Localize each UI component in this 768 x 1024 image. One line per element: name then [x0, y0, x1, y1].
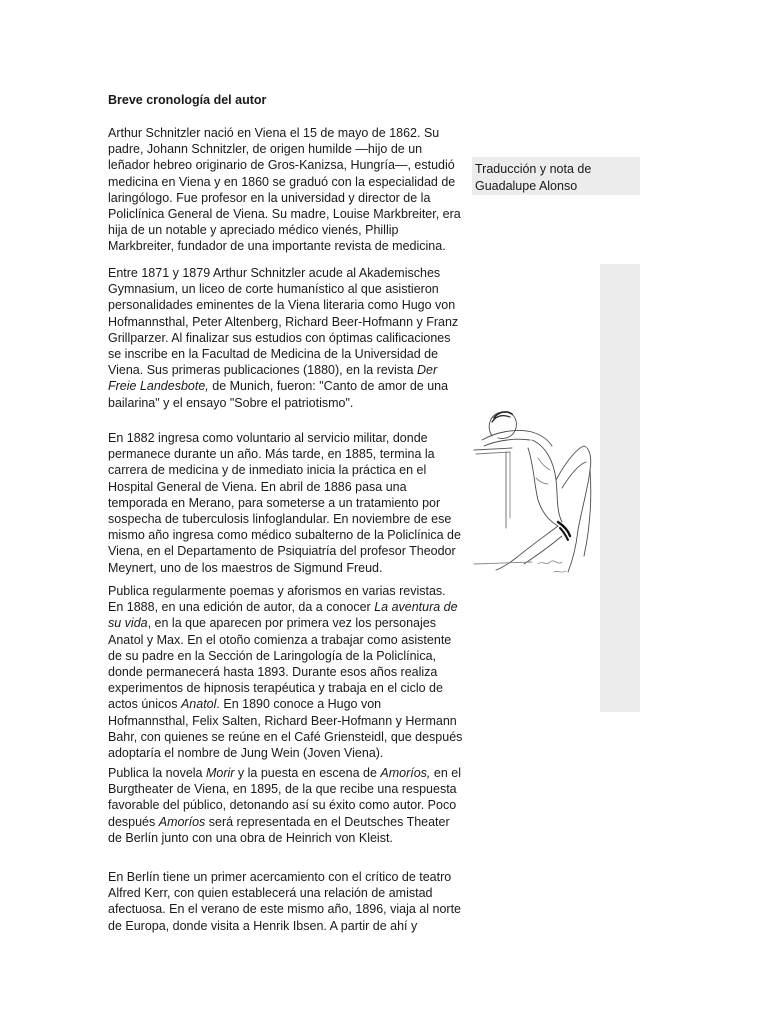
- italic-title: Der Freie Landesbote,: [108, 363, 438, 394]
- paragraph-2: [108, 265, 464, 411]
- italic-title: Anatol: [180, 697, 217, 712]
- paragraph-3-text: En 1882 ingresa como voluntario al servicio militar, donde permanece durante un año. Más tarde, en 1885, termina la carrera de medicina y de inmediato inicia la práctica en el Hospital General de Viena. En abril de 1886 pasa una temporada en Merano, para someterse a un tratamiento por sospecha de tuberculosis linfoglandular. En noviembre de ese mismo año ingresa como médico subalterno de la Policlínica de Viena, en el Departamento de Psiquiatría del profesor Theodor Meynert, uno de los maestros de Sigmund Freud.: [108, 431, 461, 575]
- paragraph-6: [108, 869, 464, 934]
- text-run: será representada en el Deutsches Theater de Berlín junto con una obra de Heinrich von Kleist.: [108, 814, 450, 845]
- italic-title: Amoríos,: [380, 766, 431, 780]
- text-run: Publica la novela: [108, 766, 206, 780]
- paragraph-5: [108, 765, 464, 846]
- paragraph-2-text: [108, 265, 464, 411]
- paragraph-3: [108, 430, 464, 576]
- paragraph-5-text: [108, 765, 464, 846]
- paragraph-6-text: En Berlín tiene un primer acercamiento con el crítico de teatro Alfred Kerr, con quien establecerá una relación de amistad afectuosa. En el verano de este mismo año, 1896, viaja al norte de Europa, donde visita a Henrik Ibsen. A partir de ahí y: [108, 870, 461, 933]
- sidebar-gray-panel: [600, 264, 640, 712]
- text-run: , en la que aparecen por primera vez los personajes Anatol y Max. En el otoño comienza a trabajar como asistente de su padre en la Sección de Laringología de la Policlínica, donde permanecerá hasta 1893. Durante esos años realiza experimentos de hipnosis terapéutica y trabaja en el ciclo de actos únicos: [108, 616, 452, 712]
- figure-sketch-drawing: [472, 388, 600, 588]
- italic-title: La aventura de su vida: [108, 600, 458, 631]
- paragraph-4-text: [108, 583, 464, 761]
- translation-credit-line1: Traducción y nota de: [475, 162, 592, 176]
- text-run: y la puesta en escena de: [234, 766, 381, 780]
- italic-title: Morir: [205, 766, 235, 780]
- text-run: en el Burgtheater de Viena, en 1895, de la que recibe una respuesta favorable del público, detonando así su éxito como autor. Poco después: [108, 766, 461, 829]
- paragraph-1-text: Arthur Schnitzler nació en Viena el 15 de mayo de 1862. Su padre, Johann Schnitzler, de origen humilde —hijo de un leñador hebreo originario de Gros-Kanizsa, Hungría—, estudió medicina en Viena y en 1860 se graduó con la especialidad de laringólogo. Fue profesor en la universidad y director de la Policlínica General de Viena. Su madre, Louise Markbreiter, era hija de un notable y apreciado médico vienés, Phillip Markbreiter, fundador de una importante revista de medicina.: [108, 126, 461, 254]
- paragraph-1: [108, 125, 464, 255]
- paragraph-4: [108, 583, 464, 761]
- translation-credit-line2: Guadalupe Alonso: [475, 179, 578, 193]
- text-run: de Munich, fueron: "Canto de amor de una bailarina" y el ensayo "Sobre el patriotismo".: [108, 379, 449, 410]
- portrait-sketch-illustration: [472, 388, 600, 588]
- italic-title: Amoríos: [158, 814, 206, 829]
- text-run: Publica regularmente poemas y aforismos en varias revistas. En 1888, en una edición de autor, da a conocer: [108, 584, 446, 615]
- translation-credit-box: [472, 157, 640, 195]
- page-title: Breve cronología del autor: [108, 93, 267, 107]
- text-run: Entre 1871 y 1879 Arthur Schnitzler acude al Akademisches Gymnasium, un liceo de corte humanístico al que asistieron personalidades eminentes de la Viena literaria como Hugo von Hofmannsthal, Peter Altenberg, Richard Beer-Hofmann y Franz Grillparzer. Al finalizar sus estudios con óptimas calificaciones se inscribe en la Facultad de Medicina de la Universidad de Viena. Sus primeras publicaciones (1880), en la revista: [108, 266, 459, 378]
- text-run: . En 1890 conoce a Hugo von Hofmannsthal, Felix Salten, Richard Beer-Hofmann y Hermann Bahr, con quienes se reúne en el Café Griensteidl, que después adoptaría el nombre de Jung Wein (Joven Viena).: [108, 697, 463, 761]
